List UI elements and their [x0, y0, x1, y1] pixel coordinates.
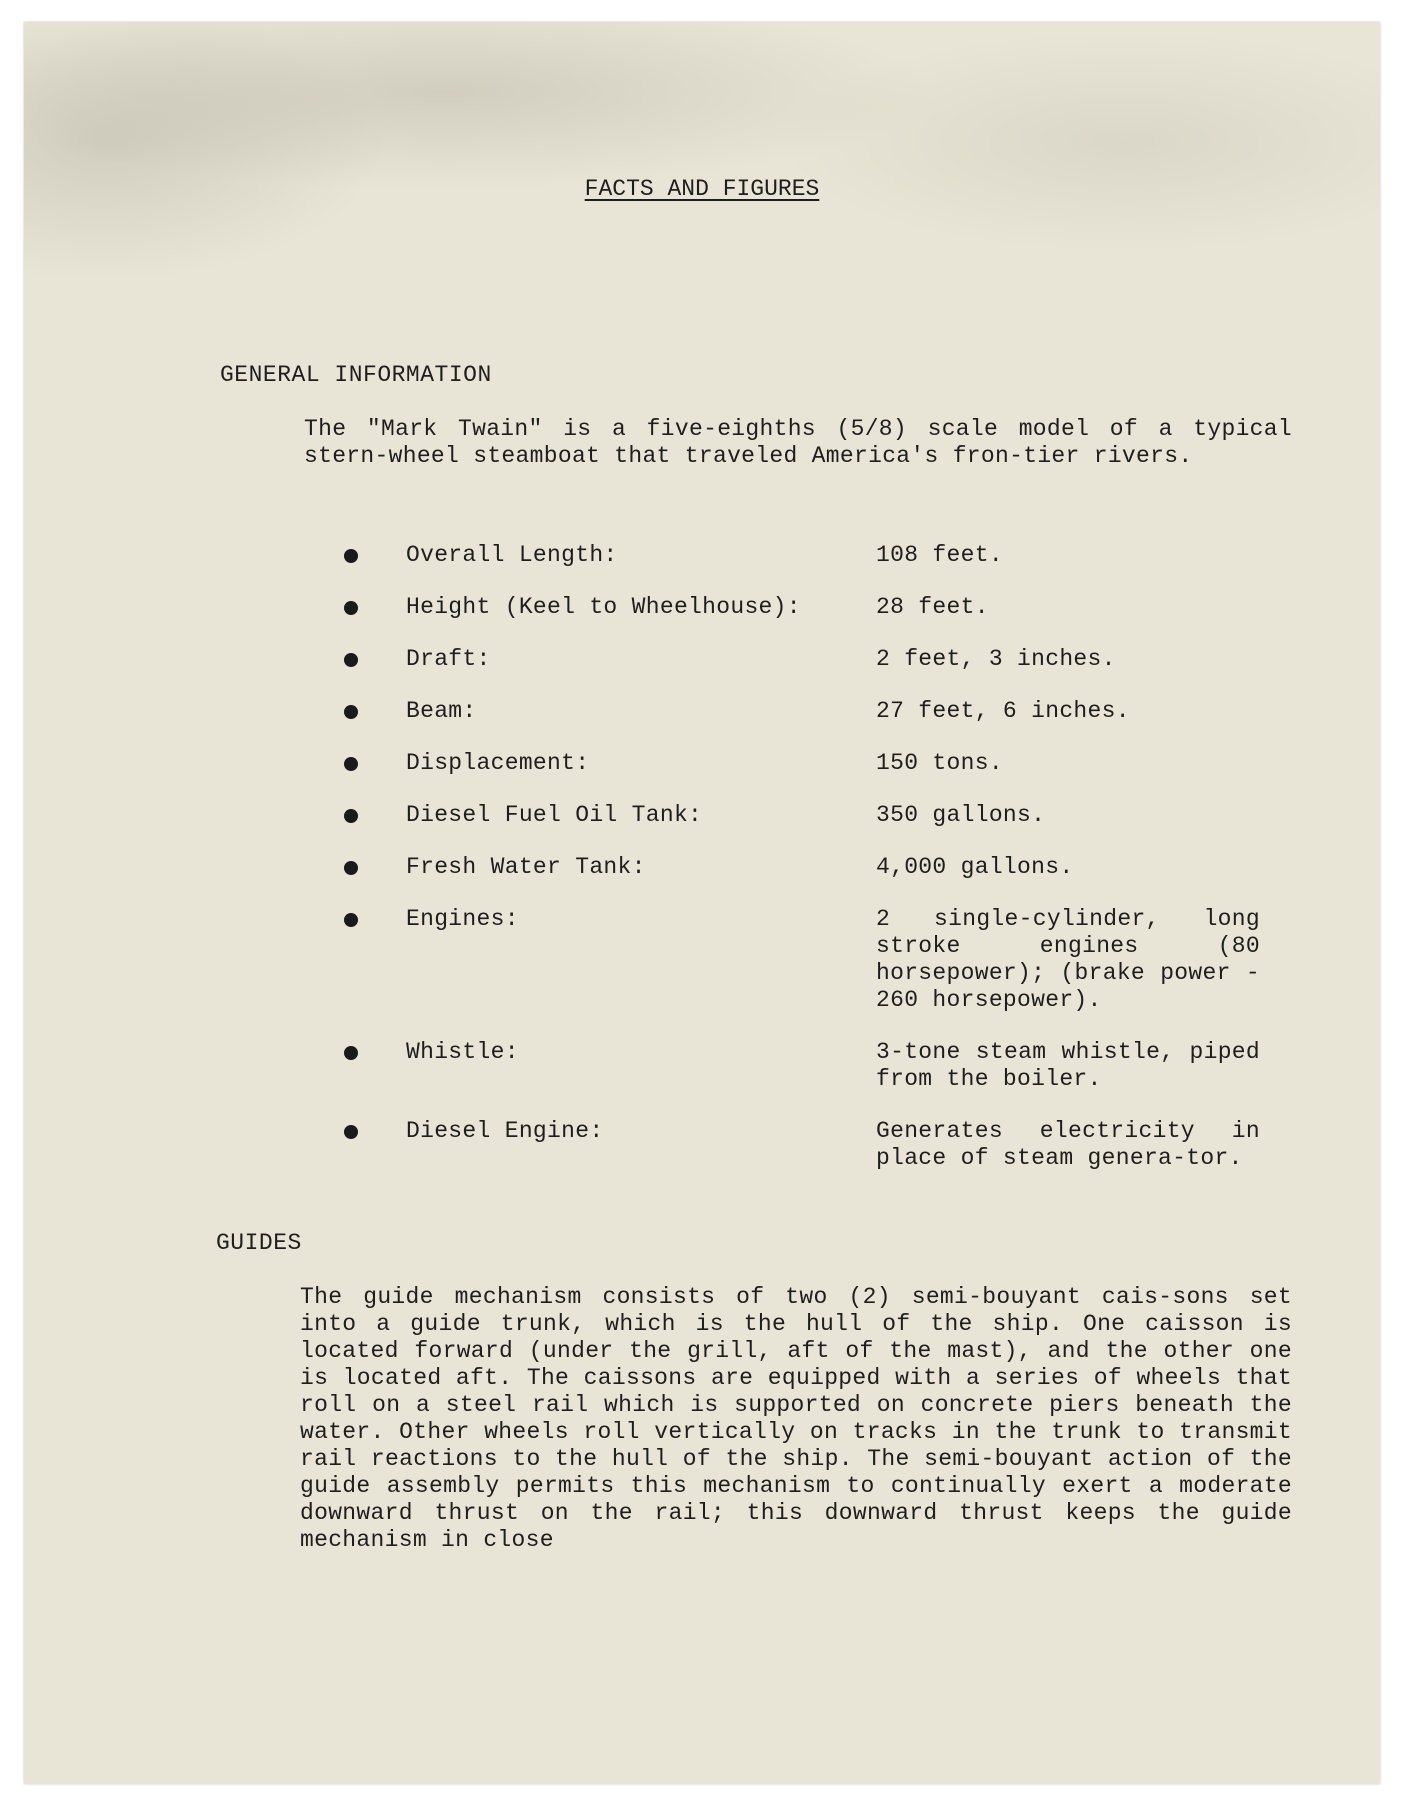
- bullet-icon: [344, 861, 358, 875]
- general-intro-paragraph: The "Mark Twain" is a five-eighths (5/8) scale model of a typical stern-wheel steamboat that traveled America's fron-tier rivers.: [304, 416, 1292, 469]
- spec-label: Draft:: [406, 646, 491, 672]
- guides-paragraph: The guide mechanism consists of two (2) semi-bouyant cais-sons set into a guide trunk, which is the hull of the ship. One caisson is located forward (under the grill, aft of the mast), and the other one is located aft. The caissons are equipped with a series of wheels that roll on a steel rail which is supported on concrete piers beneath the water. Other wheels roll vertically on tracks in the trunk to transmit rail reactions to the hull of the ship. The semi-bouyant action of the guide assembly permits this mechanism to continually exert a moderate downward thrust on the rail; this downward thrust keeps the guide mechanism in close: [300, 1284, 1292, 1553]
- spec-label: Displacement:: [406, 750, 590, 776]
- bullet-icon: [344, 705, 358, 719]
- spec-item-fresh-water-tank: [344, 854, 1294, 881]
- spec-value: 4,000 gallons.: [876, 854, 1074, 880]
- general-information-heading: GENERAL INFORMATION: [220, 362, 492, 388]
- spec-value: Generates electricity in place of steam genera-tor.: [876, 1118, 1260, 1171]
- spec-item-height: [344, 594, 1294, 621]
- bullet-icon: [344, 809, 358, 823]
- spec-label: Whistle:: [406, 1039, 519, 1065]
- bullet-icon: [344, 601, 358, 615]
- spec-label: Fresh Water Tank:: [406, 854, 646, 880]
- spec-label: Diesel Engine:: [406, 1118, 604, 1144]
- spec-value: 2 single-cylinder, long stroke engines (80 horsepower); (brake power - 260 horsepower).: [876, 906, 1260, 1013]
- spec-label: Engines:: [406, 906, 519, 932]
- spec-item-draft: [344, 646, 1294, 673]
- bullet-icon: [344, 913, 358, 927]
- spec-value: 28 feet.: [876, 594, 989, 620]
- spec-item-whistle: [344, 1039, 1294, 1093]
- specifications-list: [344, 542, 1294, 1197]
- spec-value: 350 gallons.: [876, 802, 1046, 828]
- spec-value: 27 feet, 6 inches.: [876, 698, 1130, 724]
- spec-item-beam: [344, 698, 1294, 725]
- spec-label: Diesel Fuel Oil Tank:: [406, 802, 703, 828]
- spec-item-overall-length: [344, 542, 1294, 569]
- page-title: FACTS AND FIGURES: [584, 176, 820, 202]
- spec-label: Overall Length:: [406, 542, 618, 568]
- bullet-icon: [344, 1125, 358, 1139]
- bullet-icon: [344, 757, 358, 771]
- spec-label: Beam:: [406, 698, 477, 724]
- bullet-icon: [344, 1046, 358, 1060]
- spec-item-displacement: [344, 750, 1294, 777]
- spec-item-engines: [344, 906, 1294, 1014]
- spec-value: 3-tone steam whistle, piped from the boiler.: [876, 1039, 1260, 1092]
- spec-item-diesel-engine: [344, 1118, 1294, 1172]
- guides-heading: GUIDES: [216, 1230, 302, 1256]
- bullet-icon: [344, 549, 358, 563]
- spec-value: 108 feet.: [876, 542, 1003, 568]
- spec-value: 150 tons.: [876, 750, 1003, 776]
- document-page: [24, 22, 1380, 1784]
- spec-value: 2 feet, 3 inches.: [876, 646, 1116, 672]
- bullet-icon: [344, 653, 358, 667]
- spec-label: Height (Keel to Wheelhouse):: [406, 594, 801, 620]
- spec-item-diesel-fuel-oil-tank: [344, 802, 1294, 829]
